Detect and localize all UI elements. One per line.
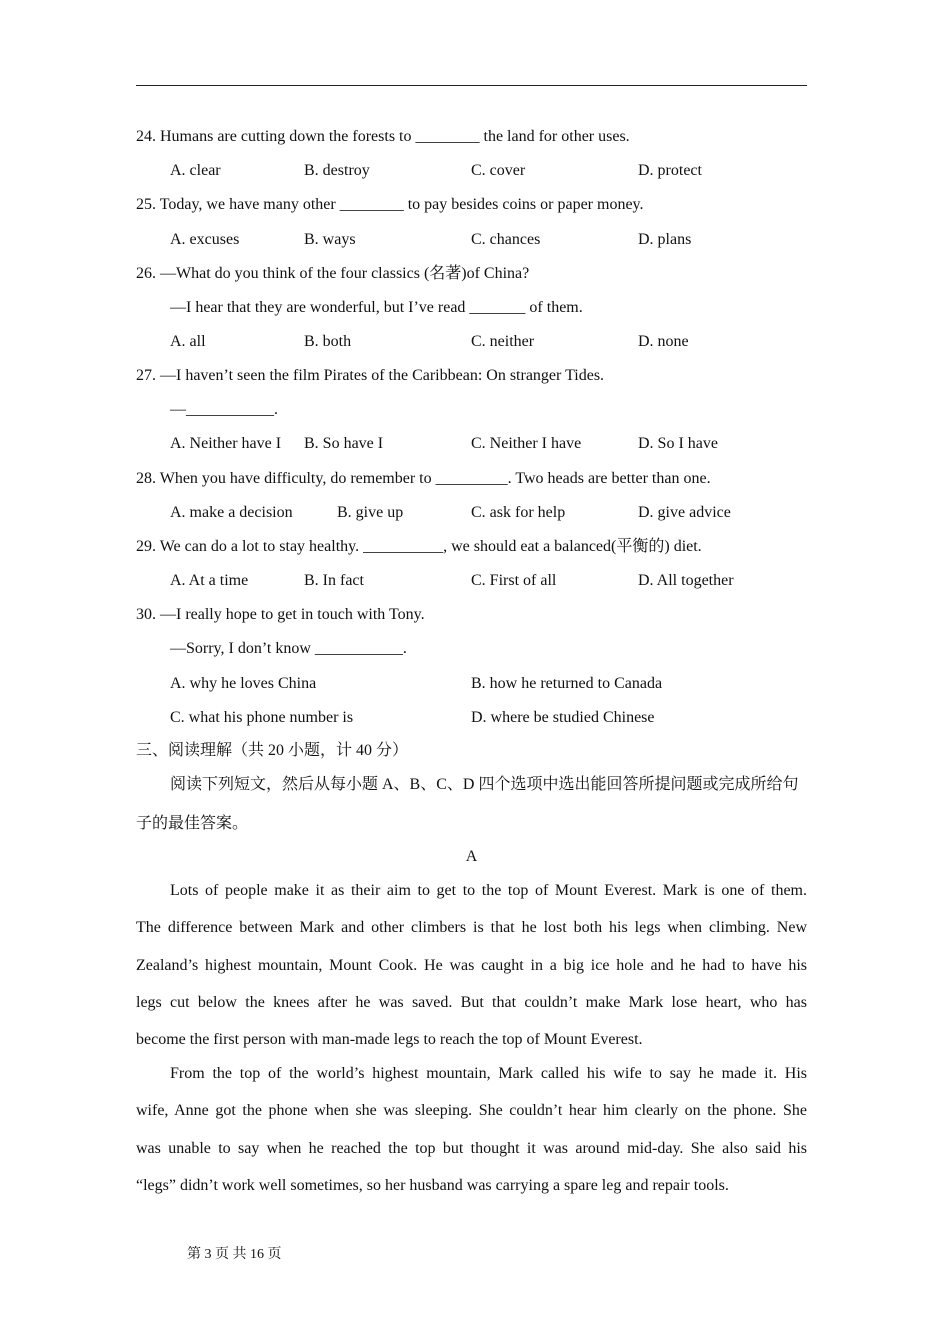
q26-option-a: A. all (170, 333, 206, 350)
paragraph-2-line: From the top of the world’s highest mountain, Mark called his wife to say he made it. His (170, 1065, 807, 1082)
q27-option-c: C. Neither I have (471, 435, 582, 452)
paragraph-1-line: Zealand’s highest mountain, Mount Cook. He was caught in a big ice hole and he had to have his (136, 956, 807, 974)
q28-option-d: D. give advice (638, 504, 731, 521)
question-26-reply: —I hear that they are wonderful, but I’ve read _______ of them. (170, 299, 583, 316)
question-30-stem: 30. —I really hope to get in touch with Tony. (136, 606, 425, 623)
q28-option-c: C. ask for help (471, 504, 566, 521)
q26-option-b: B. both (304, 333, 352, 350)
q24-option-a: A. clear (170, 162, 221, 179)
passage-paragraph-2 (136, 1064, 807, 1213)
q25-option-c: C. chances (471, 231, 541, 248)
question-25-stem: 25. Today, we have many other ________ to pay besides coins or paper money. (136, 196, 644, 213)
q30-option-b: B. how he returned to Canada (471, 675, 663, 692)
q28-option-b: B. give up (337, 504, 404, 521)
q29-option-c: C. First of all (471, 572, 557, 589)
q30-option-c: C. what his phone number is (170, 709, 354, 726)
q30-option-d: D. where be studied Chinese (471, 709, 655, 726)
passage-paragraph-1 (136, 881, 807, 1067)
q25-option-a: A. excuses (170, 231, 240, 248)
q27-option-a: A. Neither have I (170, 435, 282, 452)
question-30-reply: —Sorry, I don’t know ___________. (170, 640, 407, 657)
q29-option-b: B. In fact (304, 572, 364, 589)
paragraph-1-line: The difference between Mark and other climbers is that he lost both his legs when climbing. New (136, 919, 807, 937)
q24-option-d: D. protect (638, 162, 702, 179)
q30-option-a: A. why he loves China (170, 675, 317, 692)
q26-option-c: C. neither (471, 333, 535, 350)
q27-option-d: D. So I have (638, 435, 718, 452)
paragraph-1-line: become the first person with man-made legs to reach the top of Mount Everest. (136, 1031, 643, 1049)
q24-option-b: B. destroy (304, 162, 370, 179)
question-27-stem: 27. —I haven’t seen the film Pirates of the Caribbean: On stranger Tides. (136, 367, 605, 384)
question-27-reply: —___________. (170, 401, 278, 418)
q29-option-a: A. At a time (170, 572, 249, 589)
q24-option-c: C. cover (471, 162, 526, 179)
section-heading: 三、阅读理解（共 20 小题，计 40 分） (136, 742, 409, 759)
paragraph-1-line: Lots of people make it as their aim to get to the top of Mount Everest. Mark is one of them. (170, 882, 807, 899)
q27-option-b: B. So have I (304, 435, 384, 452)
paragraph-1-line: legs cut below the knees after he was saved. But that couldn’t make Mark lose heart, who has (136, 993, 807, 1011)
header-rule (136, 85, 807, 86)
question-28-stem: 28. When you have difficulty, do remember to _________. Two heads are better than one. (136, 470, 711, 487)
q28-option-a: A. make a decision (170, 504, 293, 521)
paragraph-2-line: wife, Anne got the phone when she was sleeping. She couldn’t hear him clearly on the phone. She (136, 1102, 807, 1120)
q25-option-d: D. plans (638, 231, 692, 248)
paragraph-2-line: was unable to say when he reached the top but thought it was around mid-day. She also said his (136, 1139, 807, 1157)
page-footer: 第 3 页 共 16 页 (187, 1247, 282, 1262)
q29-option-d: D. All together (638, 572, 734, 589)
section-instruction-line-1: 阅读下列短文，然后从每小题 A、B、C、D 四个选项中选出能回答所提问题或完成所给句 (170, 776, 799, 793)
question-26-stem: 26. —What do you think of the four classics (名著)of China? (136, 265, 530, 282)
passage-title: A (465, 848, 478, 865)
paragraph-2-line: “legs” didn’t work well sometimes, so her husband was carrying a spare leg and repair tools. (136, 1176, 729, 1194)
section-instruction-line-2: 子的最佳答案。 (136, 815, 249, 832)
q25-option-b: B. ways (304, 231, 356, 248)
question-29-stem: 29. We can do a lot to stay healthy. __________, we should eat a balanced(平衡的) diet. (136, 538, 702, 555)
q26-option-d: D. none (638, 333, 689, 350)
question-24-stem: 24. Humans are cutting down the forests to ________ the land for other uses. (136, 128, 630, 145)
